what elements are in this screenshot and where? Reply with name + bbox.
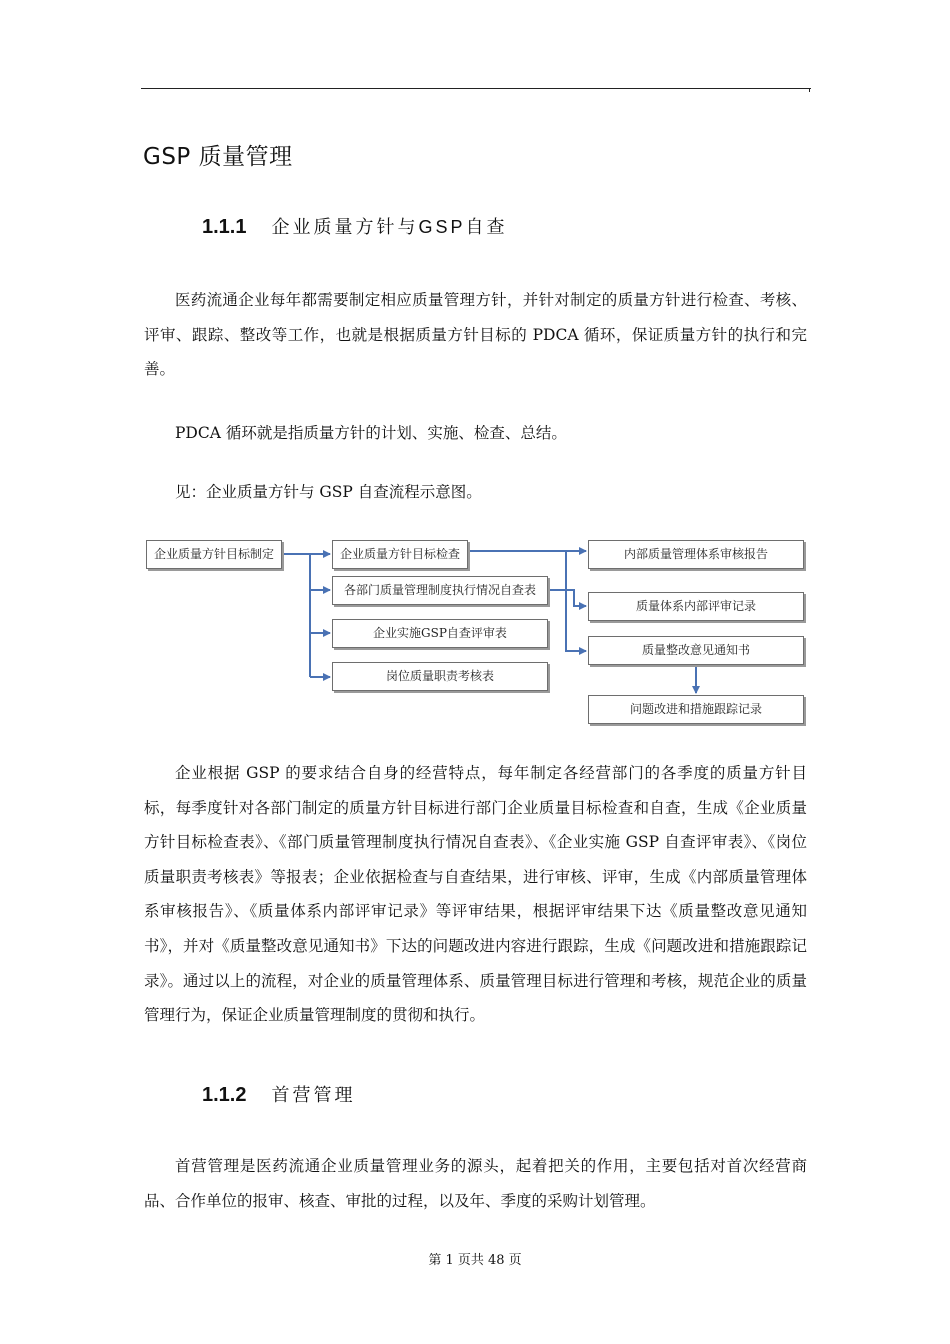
see-figure-paragraph: 见：企业质量方针与 GSP 自查流程示意图。 [175, 483, 482, 501]
flow-node-internal-audit-report: 内部质量管理体系审核报告 [588, 540, 804, 569]
header-rule-tick [809, 88, 810, 92]
section-heading-2 [202, 1081, 355, 1107]
flow-node-policy-setting: 企业质量方针目标制定 [146, 540, 282, 569]
first-operation-paragraph: 首营管理是医药流通企业质量管理业务的源头，起着把关的作用，主要包括对首次经营商品、合作单位的报审、核查、审批的过程，以及年、季度的采购计划管理。 [144, 1157, 807, 1210]
header-rule [141, 88, 811, 89]
flow-node-tracking-record: 问题改进和措施跟踪记录 [588, 695, 804, 724]
section-number: 1.1.1 [202, 216, 247, 238]
flow-node-gsp-review: 企业实施GSP自查评审表 [332, 619, 548, 648]
flow-node-rectification-notice: 质量整改意见通知书 [588, 636, 804, 665]
flow-node-dept-selfcheck: 各部门质量管理制度执行情况自查表 [332, 576, 548, 605]
arrow-to-review-record [566, 590, 586, 606]
page-footer: 第 1 页共 48 页 [428, 1253, 522, 1268]
section-number: 1.1.2 [202, 1084, 247, 1106]
document-title: GSP 质量管理 [143, 144, 293, 170]
process-description-paragraph: 企业根据 GSP 的要求结合自身的经营特点，每年制定各经营部门的各季度的质量方针目标，每季度针对各部门制定的质量方针目标进行部门企业质量目标检查和自查，生成《企业质量方针目标检查表》、《部门质量管理制度执行情况自查表》、《企业实施 GSP 自查评审表》、《岗位质量职责考核表》等报表；企业依据检查与自查结果，进行审核、评审，生成《内部质量管理体系审核报告》、《质量体系内部评审记录》等评审结果，根据评审结果下达《质量整改意见通知书》，并对《质量整改意见通知书》下达的问题改进内容进行跟踪，生成《问题改进和措施跟踪记录》。通过以上的流程，对企业的质量管理体系、质量管理目标进行管理和考核，规范企业的质量管理行为，保证企业质量管理制度的贯彻和执行。 [144, 764, 807, 1025]
missing-glyph-icon [247, 1087, 259, 1102]
section-title: 企业质量方针与GSP自查 [271, 217, 508, 237]
flow-node-post-assessment: 岗位质量职责考核表 [332, 662, 548, 691]
flow-node-internal-review-record: 质量体系内部评审记录 [588, 592, 804, 621]
section-title: 首营管理 [271, 1085, 356, 1105]
pdca-paragraph: PDCA 循环就是指质量方针的计划、实施、检查、总结。 [175, 424, 567, 442]
flow-node-policy-check: 企业质量方针目标检查 [332, 540, 468, 569]
intro-paragraph: 医药流通企业每年都需要制定相应质量管理方针，并针对制定的质量方针进行检查、考核、评审、跟踪、整改等工作，也就是根据质量方针目标的 PDCA 循环，保证质量方针的执行和完善。 [144, 291, 807, 379]
missing-glyph-icon [247, 219, 259, 234]
section-heading-1 [202, 213, 508, 239]
